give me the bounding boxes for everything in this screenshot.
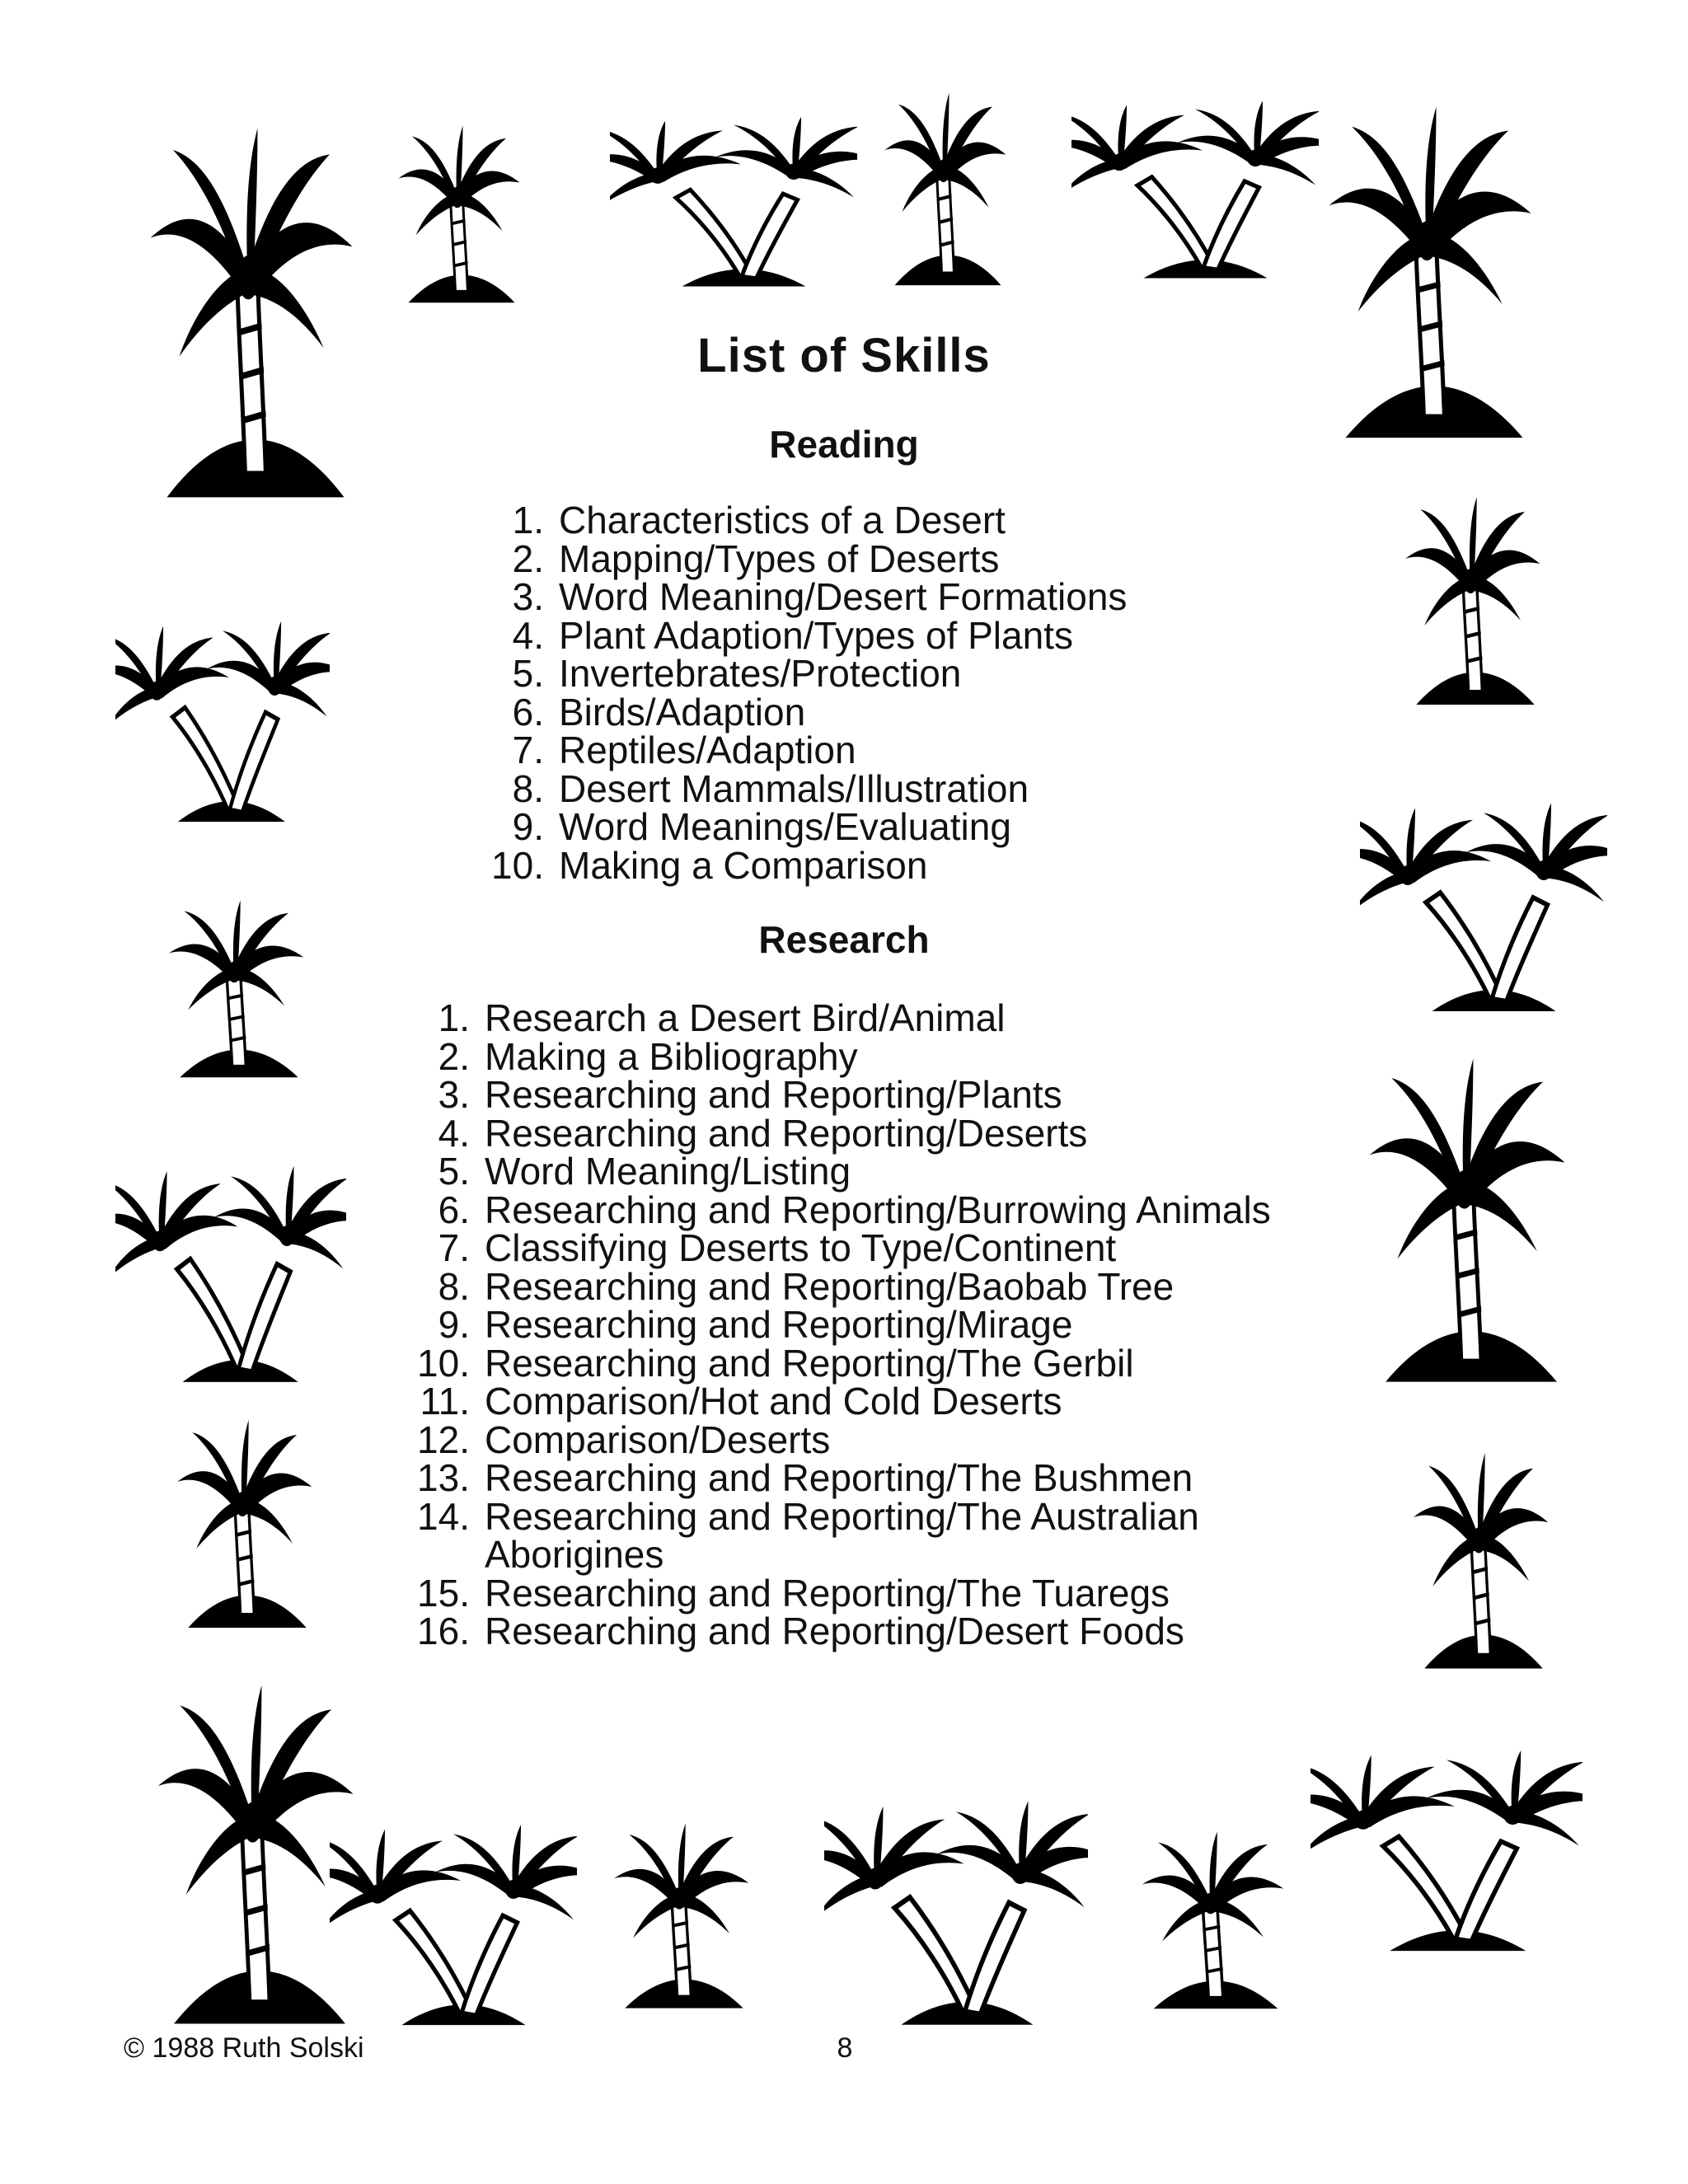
list-item [387, 1188, 1311, 1231]
item-text: Researching and Reporting/Mirage [485, 1303, 1073, 1346]
item-number: 6. [512, 690, 544, 733]
item-text: Word Meaning/Listing [485, 1150, 851, 1193]
item-number: 7. [438, 1226, 470, 1269]
item-text: Making a Comparison [559, 843, 928, 887]
item-text: Researching and Reporting/Burrowing Animals [485, 1188, 1271, 1231]
page-title: List of Skills [697, 329, 991, 382]
palm-tree-icon [1401, 1451, 1566, 1681]
research-skill-list [387, 996, 1311, 1652]
item-text: Classifying Deserts to Type/Continent [485, 1226, 1117, 1269]
palm-tree-icon [330, 1813, 577, 2027]
list-item [462, 843, 1286, 887]
item-text: Word Meaning/Desert Formations [559, 575, 1128, 618]
item-number: 16. [417, 1610, 470, 1652]
palm-tree-icon [610, 107, 857, 288]
palm-tree-icon [1360, 791, 1607, 1014]
list-item [387, 1612, 1311, 1651]
palm-tree-icon [602, 1821, 767, 2019]
item-number: 4. [438, 1111, 470, 1155]
item-number: 13. [417, 1456, 470, 1499]
item-text: Word Meanings/Evaluating [559, 805, 1011, 848]
list-item [387, 1073, 1311, 1116]
copyright-notice: © 1988 Ruth Solski [124, 2032, 364, 2064]
palm-tree-icon [824, 1788, 1088, 2027]
item-number: 5. [512, 652, 544, 695]
item-text: Plant Adaption/Types of Plants [559, 613, 1073, 657]
list-item [387, 1264, 1311, 1308]
list-item [387, 996, 1311, 1039]
list-item [462, 537, 1286, 580]
item-number: 8. [512, 766, 544, 810]
item-number: 15. [417, 1571, 470, 1615]
item-number: 9. [438, 1303, 470, 1346]
palm-tree-icon [1352, 1055, 1591, 1401]
item-text: Researching and Reporting/Deserts [485, 1111, 1088, 1155]
list-item [387, 1382, 1311, 1421]
list-item [462, 575, 1286, 618]
list-item [462, 501, 1286, 540]
item-text: Invertebrates/Protection [559, 652, 962, 695]
list-item [387, 1152, 1311, 1191]
item-text: Making a Bibliography [485, 1034, 858, 1078]
item-number: 11. [420, 1380, 470, 1422]
item-number: 2. [512, 537, 544, 580]
item-text: Researching and Reporting/The Tuaregs [485, 1571, 1170, 1615]
item-number: 10. [491, 843, 544, 887]
list-item [462, 731, 1286, 770]
item-text: Researching and Reporting/Baobab Tree [485, 1264, 1175, 1308]
page-number: 8 [837, 2032, 853, 2064]
research-heading: Research [758, 918, 930, 961]
item-text: Researching and Reporting/Desert Foods [485, 1610, 1184, 1652]
palm-tree-icon [387, 124, 536, 313]
item-number: 1. [512, 499, 544, 541]
item-number: 12. [417, 1418, 470, 1461]
palm-tree-icon [165, 1418, 330, 1640]
palm-tree-icon [1393, 494, 1558, 717]
item-number: 6. [438, 1188, 470, 1231]
palm-tree-icon [1071, 91, 1319, 280]
item-number: 14. [417, 1494, 470, 1538]
item-text: Characteristics of a Desert [559, 499, 1006, 541]
item-number: 4. [512, 613, 544, 657]
list-item [387, 1226, 1311, 1269]
item-text: Researching and Reporting/The Australian Aborigines [485, 1494, 1199, 1576]
item-number: 1. [438, 996, 470, 1039]
item-text: Research a Desert Bird/Animal [485, 996, 1006, 1039]
list-item [387, 1341, 1311, 1385]
list-item [462, 654, 1286, 693]
item-number: 9. [512, 805, 544, 848]
item-text: Reptiles/Adaption [559, 729, 856, 771]
item-text: Mapping/Types of Deserts [559, 537, 1000, 580]
palm-tree-icon [115, 1154, 346, 1385]
item-number: 10. [417, 1341, 470, 1385]
item-number: 3. [438, 1073, 470, 1116]
item-text: Birds/Adaption [559, 690, 806, 733]
item-text: Researching and Reporting/Plants [485, 1073, 1062, 1116]
list-item [462, 805, 1286, 848]
list-item [387, 1111, 1311, 1155]
list-item [387, 1034, 1311, 1078]
list-item [387, 1305, 1311, 1344]
list-item [462, 766, 1286, 810]
palm-tree-icon [1129, 1830, 1302, 2019]
reading-heading: Reading [769, 423, 919, 466]
item-number: 3. [512, 575, 544, 618]
palm-tree-icon [1311, 1739, 1582, 1953]
list-item [387, 1418, 1311, 1461]
item-number: 2. [438, 1034, 470, 1078]
item-text: Comparison/Hot and Cold Deserts [485, 1380, 1062, 1422]
palm-tree-icon [115, 610, 330, 824]
item-text: Desert Mammals/Illustration [559, 766, 1029, 810]
item-text: Researching and Reporting/The Bushmen [485, 1456, 1193, 1499]
item-text: Researching and Reporting/The Gerbil [485, 1341, 1134, 1385]
palm-tree-icon [1311, 103, 1558, 457]
list-item [387, 1456, 1311, 1499]
item-number: 7. [512, 729, 544, 771]
list-item [462, 690, 1286, 733]
item-number: 5. [438, 1150, 470, 1193]
list-item [462, 613, 1286, 657]
palm-tree-icon [874, 91, 1022, 297]
list-item [387, 1571, 1311, 1615]
reading-skill-list [462, 499, 1286, 887]
item-number: 8. [438, 1264, 470, 1308]
list-item [387, 1494, 1311, 1576]
item-text: Comparison/Deserts [485, 1418, 831, 1461]
